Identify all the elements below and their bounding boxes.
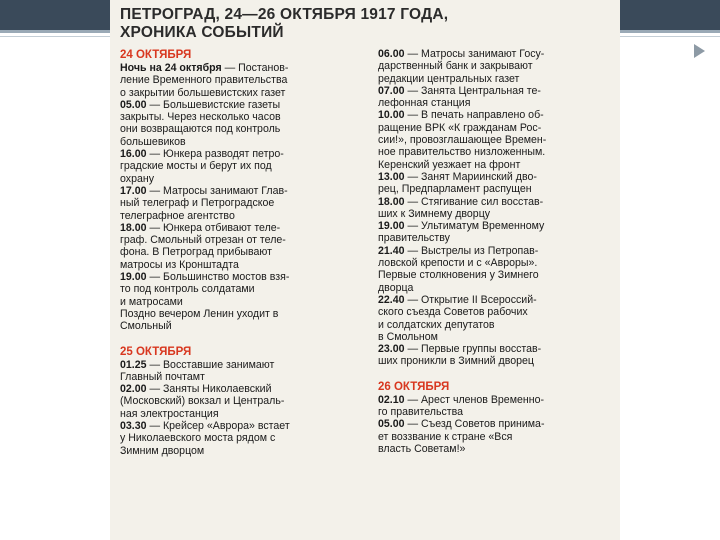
- chronicle-line: [120, 259, 370, 271]
- chronicle-line: [120, 395, 370, 407]
- event-text: матросы из Кронштадта: [120, 258, 239, 271]
- event-text: Керенский уезжает на фронт: [378, 158, 521, 171]
- event-text: — Съезд Советов принима-: [404, 418, 545, 431]
- event-text: — Матросы занимают Госу-: [404, 48, 545, 60]
- event-time: 19.00: [378, 220, 405, 233]
- event-text: о закрытии большевистских газет: [120, 86, 286, 99]
- event-text: — Восставшие занимают: [146, 358, 275, 371]
- event-time: 02.10: [378, 393, 405, 406]
- chronicle-line: [378, 48, 614, 60]
- event-text: граф. Смольный отрезан от теле-: [120, 234, 286, 247]
- chronicle-line: [378, 97, 614, 109]
- event-text: — Ультиматум Временному: [404, 220, 545, 233]
- event-text: ная электростанция: [120, 407, 219, 420]
- chronicle-line: [378, 220, 614, 232]
- event-time: 06.00: [378, 48, 405, 60]
- date-heading: 26 ОКТЯБРЯ: [378, 380, 450, 393]
- event-text: — Первые группы восстав-: [404, 343, 542, 356]
- chronicle-line: [120, 173, 370, 185]
- chronicle-line: [378, 343, 614, 355]
- event-time: 18.00: [120, 221, 147, 234]
- event-text: власть Советам!»: [378, 442, 466, 455]
- event-text: — Открытие II Всероссий-: [404, 293, 537, 306]
- chronicle-line: [120, 210, 370, 222]
- chronicle-line: [378, 406, 614, 418]
- event-text: Поздно вечером Ленин уходит в: [120, 307, 279, 320]
- event-text: — Матросы занимают Глав-: [146, 184, 288, 197]
- page-title-line-2: ХРОНИКА СОБЫТИЙ: [120, 24, 284, 41]
- event-text: Зимним дворцом: [120, 444, 205, 457]
- chronicle-line: [120, 420, 370, 432]
- chronicle-line: [120, 246, 370, 258]
- event-text: дворца: [378, 281, 414, 294]
- scanned-page: [110, 0, 620, 540]
- event-text: большевиков: [120, 135, 186, 148]
- chronicle-line: [378, 282, 614, 294]
- event-text: ный телеграф и Петроградское: [120, 197, 275, 210]
- chronicle-line: [120, 197, 370, 209]
- date-heading: 25 ОКТЯБРЯ: [120, 345, 192, 358]
- event-text: — Большинство мостов взя-: [146, 271, 290, 284]
- event-text: лефонная станция: [378, 97, 471, 110]
- event-time: 19.00: [120, 271, 147, 284]
- chronicle-line: [120, 99, 370, 111]
- event-time: 07.00: [378, 84, 405, 97]
- event-text: фона. В Петроград прибывают: [120, 246, 273, 259]
- chronicle-line: [378, 134, 614, 146]
- event-text: — Юнкера отбивают теле-: [146, 221, 281, 234]
- event-text: в Смольном: [378, 330, 438, 343]
- event-text: — Занята Центральная те-: [404, 84, 541, 97]
- event-text: градские мосты и берут их под: [120, 160, 272, 173]
- chronicle-line: [378, 85, 614, 97]
- event-text: сии!», провозглашающее Времен-: [378, 134, 547, 147]
- chronicle-line: [120, 185, 370, 197]
- event-text: — Выстрелы из Петропав-: [404, 244, 539, 257]
- chronicle-left-column: [120, 48, 370, 457]
- chronicle-line: [120, 160, 370, 172]
- event-text: — Заняты Николаевский: [146, 383, 272, 396]
- event-text: Смольный: [120, 320, 172, 333]
- event-text: Главный почтамт: [120, 370, 205, 383]
- chronicle-line: [378, 431, 614, 443]
- event-text: и солдатских депутатов: [378, 318, 495, 331]
- chronicle-line: [120, 271, 370, 283]
- event-text: ших проникли в Зимний дворец: [378, 355, 534, 368]
- chronicle-line: [120, 296, 370, 308]
- chronicle-line: [378, 443, 614, 455]
- event-text: ное правительство низложенным.: [378, 146, 546, 159]
- chronicle-line: [378, 232, 614, 244]
- event-text: — Крейсер «Аврора» встает: [146, 420, 290, 433]
- chronicle-line: [120, 432, 370, 444]
- chronicle-line: [120, 87, 370, 99]
- event-time: 03.30: [120, 420, 147, 433]
- event-text: — Арест членов Временно-: [404, 393, 544, 406]
- date-heading: 24 ОКТЯБРЯ: [120, 49, 192, 61]
- event-time: 17.00: [120, 184, 147, 197]
- chronicle-line: [378, 294, 614, 306]
- event-time: 02.00: [120, 383, 147, 396]
- chronicle-line: [120, 320, 370, 332]
- event-text: ращение ВРК «К гражданам Рос-: [378, 121, 542, 134]
- chronicle-line: [378, 171, 614, 183]
- event-text: Первые столкновения у Зимнего: [378, 269, 539, 282]
- chronicle-line: [120, 383, 370, 395]
- page-title-line-1: ПЕТРОГРАД, 24—26 ОКТЯБРЯ 1917 ГОДА,: [120, 6, 449, 23]
- chronicle-line: [120, 123, 370, 135]
- chronicle-line: [378, 183, 614, 195]
- event-text: редакции центральных газет: [378, 72, 520, 85]
- play-triangle-icon: [694, 44, 705, 58]
- event-text: правительству: [378, 232, 450, 245]
- chronicle-line: [378, 319, 614, 331]
- chronicle-line: [378, 257, 614, 269]
- chronicle-line: [120, 136, 370, 148]
- event-time: 16.00: [120, 148, 147, 161]
- chronicle-line: [378, 269, 614, 281]
- event-text: ших к Зимнему дворцу: [378, 207, 491, 220]
- chronicle-line: [120, 408, 370, 420]
- event-text: ление Временного правительства: [120, 74, 288, 87]
- event-text: — Стягивание сил восстав-: [404, 195, 544, 208]
- chronicle-line: [120, 111, 370, 123]
- event-text: и матросами: [120, 295, 183, 308]
- event-text: го правительства: [378, 406, 464, 419]
- event-text: дарственный банк и закрывают: [378, 60, 533, 73]
- chronicle-line: [378, 394, 614, 406]
- event-time: 01.25: [120, 358, 147, 371]
- page-title: [120, 6, 600, 42]
- event-time: 05.00: [378, 418, 405, 431]
- event-text: у Николаевского моста рядом с: [120, 432, 276, 445]
- event-time: 18.00: [378, 195, 405, 208]
- event-text: — Юнкера разводят петро-: [146, 148, 284, 161]
- chronicle-line: [120, 222, 370, 234]
- event-time: 10.00: [378, 109, 405, 122]
- chronicle-line: [378, 355, 614, 367]
- chronicle-line: [120, 234, 370, 246]
- event-text: — Постанов-: [221, 62, 289, 74]
- chronicle-line: [120, 283, 370, 295]
- chronicle-line: [120, 371, 370, 383]
- event-text: ет воззвание к стране «Вся: [378, 430, 513, 443]
- event-text: (Московский) вокзал и Централь-: [120, 395, 285, 408]
- chronicle-line: [378, 418, 614, 430]
- chronicle-line: [378, 60, 614, 72]
- event-text: то под контроль солдатами: [120, 283, 255, 296]
- event-time: 05.00: [120, 98, 147, 111]
- event-text: — Большевистские газеты: [146, 98, 281, 111]
- chronicle-line: [378, 146, 614, 158]
- event-text: — Занят Мариинский дво-: [404, 170, 537, 183]
- event-time: 21.40: [378, 244, 405, 257]
- chronicle-line: [378, 73, 614, 85]
- chronicle-line: [378, 331, 614, 343]
- event-text: рец, Предпарламент распущен: [378, 183, 532, 196]
- chronicle-line: [120, 148, 370, 160]
- chronicle-line: [378, 208, 614, 220]
- chronicle-line: [120, 308, 370, 320]
- section-spacer: [378, 368, 614, 380]
- chronicle-line: [120, 62, 370, 74]
- section-spacer: [120, 333, 370, 345]
- chronicle-line: [378, 159, 614, 171]
- event-text: закрыты. Через несколько часов: [120, 111, 281, 124]
- event-text: — В печать направлено об-: [404, 109, 544, 122]
- event-text: ловской крепости и с «Авроры».: [378, 257, 538, 270]
- event-time: 13.00: [378, 170, 405, 183]
- chronicle-line: [378, 109, 614, 121]
- chronicle-line: [378, 122, 614, 134]
- chronicle-line: [378, 245, 614, 257]
- chronicle-line: [378, 196, 614, 208]
- event-text: они возвращаются под контроль: [120, 123, 281, 136]
- chronicle-line: [120, 74, 370, 86]
- chronicle-line: [378, 306, 614, 318]
- event-time: 22.40: [378, 293, 405, 306]
- event-text: охрану: [120, 172, 155, 185]
- event-time: Ночь на 24 октября: [120, 62, 222, 74]
- chronicle-line: [120, 359, 370, 371]
- event-text: телеграфное агентство: [120, 209, 235, 222]
- event-time: 23.00: [378, 343, 405, 356]
- chronicle-right-column: [378, 48, 614, 455]
- chronicle-line: [120, 445, 370, 457]
- event-text: ского съезда Советов рабочих: [378, 306, 528, 319]
